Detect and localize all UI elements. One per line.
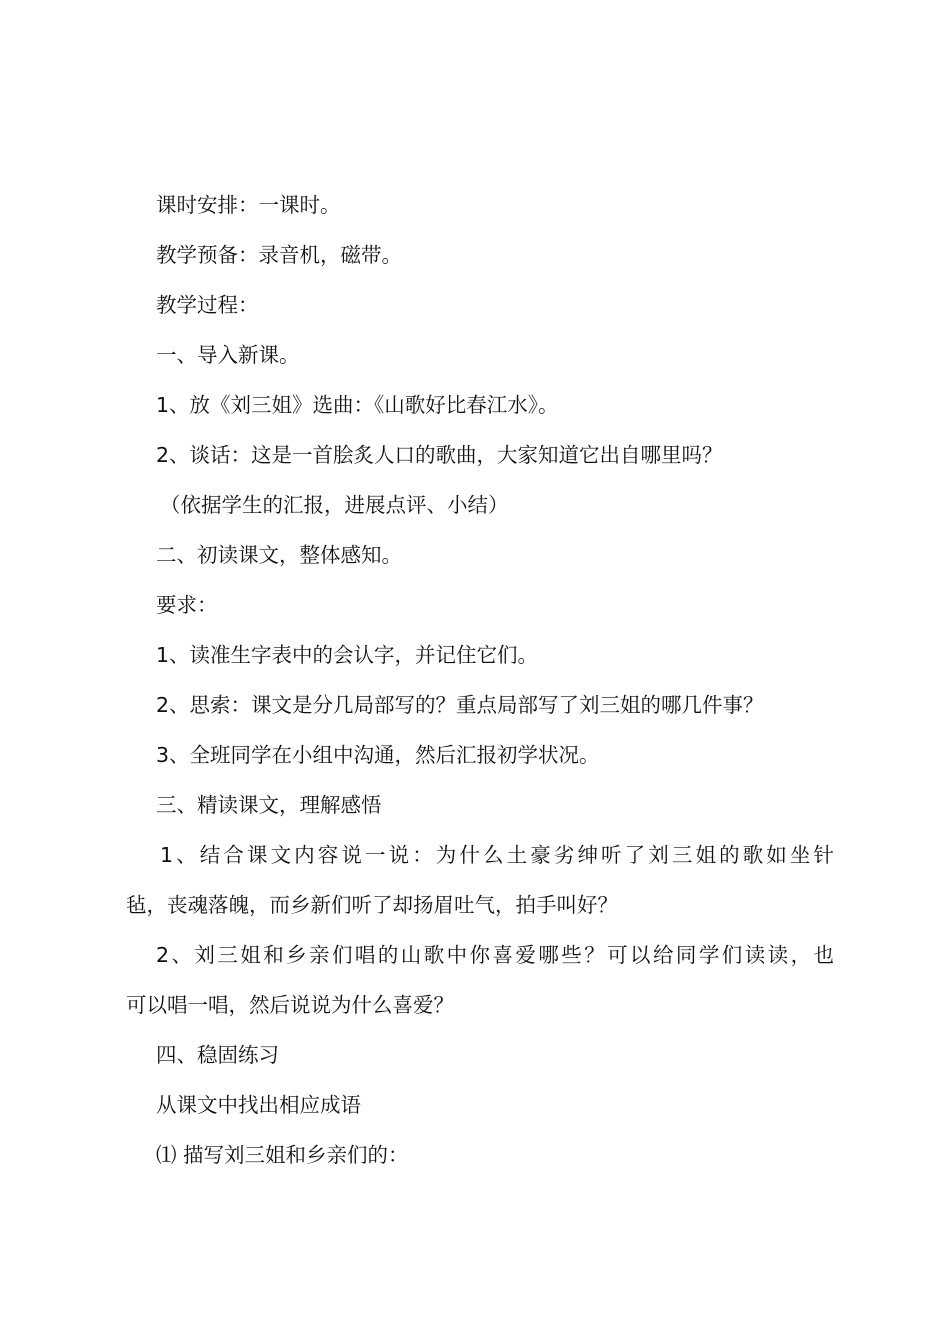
lesson-schedule: 课时安排：一课时。 bbox=[156, 193, 341, 217]
exercise-item: ⑴ 描写刘三姐和乡亲们的： bbox=[156, 1143, 409, 1167]
exercise-instruction: 从课文中找出相应成语 bbox=[156, 1093, 361, 1117]
paragraph-line: 可以唱一唱，然后说说为什么喜爱？ bbox=[126, 993, 454, 1017]
teaching-process-heading: 教学过程： bbox=[156, 293, 259, 317]
list-item: 3、全班同学在小组中沟通，然后汇报初学状况。 bbox=[156, 743, 600, 767]
list-item: 1、放《刘三姐》选曲：《山歌好比春江水》。 bbox=[156, 393, 559, 417]
requirements-heading: 要求： bbox=[156, 593, 218, 617]
paragraph-line: 1、结合课文内容说一说：为什么土豪劣绅听了刘三姐的歌如坐针 bbox=[160, 843, 834, 867]
teaching-materials: 教学预备：录音机，磁带。 bbox=[156, 243, 402, 267]
section-heading-2: 二、初读课文，整体感知。 bbox=[156, 543, 402, 567]
note-paragraph: （依据学生的汇报，进展点评、小结） bbox=[160, 493, 509, 517]
document-body bbox=[126, 180, 834, 1180]
section-heading-3: 三、精读课文，理解感悟 bbox=[156, 793, 382, 817]
list-item: 2、思索：课文是分几局部写的？重点局部写了刘三姐的哪几件事？ bbox=[156, 693, 764, 717]
paragraph-line: 2、刘三姐和乡亲们唱的山歌中你喜爱哪些？可以给同学们读读，也 bbox=[156, 943, 834, 967]
list-item: 2、谈话：这是一首脍炙人口的歌曲，大家知道它出自哪里吗？ bbox=[156, 443, 723, 467]
list-item: 1、读准生字表中的会认字，并记住它们。 bbox=[156, 643, 539, 667]
section-heading-4: 四、稳固练习 bbox=[156, 1043, 279, 1067]
section-heading-1: 一、导入新课。 bbox=[156, 343, 300, 367]
paragraph-line: 毡，丧魂落魄，而乡新们听了却扬眉吐气，拍手叫好？ bbox=[126, 893, 618, 917]
